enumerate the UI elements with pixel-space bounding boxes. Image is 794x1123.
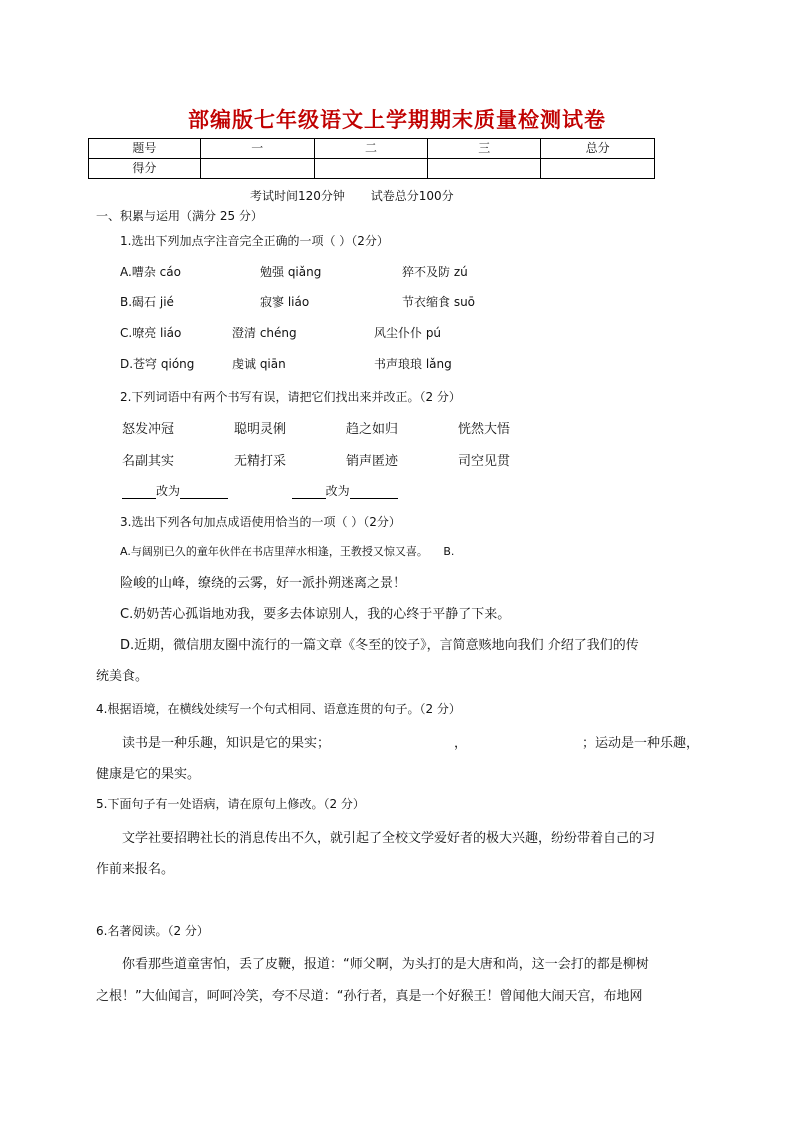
score-table [88,138,655,179]
section-heading: 一、积累与运用（满分 25 分） [96,209,263,223]
answer-blank[interactable] [122,498,156,499]
exam-total: 试卷总分100分 [370,189,454,203]
q3-option-b: 险峻的山峰，缭绕的云雾，好一派扑朔迷离之景！ [120,576,407,591]
score-cell[interactable] [428,159,541,179]
q3-option-a: A.与阔别已久的童年伙伴在书店里萍水相逢，王教授又惊又喜。 B. [120,545,455,558]
answer-blank[interactable] [180,498,228,499]
q3-option-c: C.奶奶苦心孤诣地劝我，要多去体谅别人，我的心终于平静了下来。 [120,607,511,622]
q2-correction-line: 改为 改为 [122,482,398,499]
question-4-stem: 4.根据语境，在横线处续写一个句式相同、语意连贯的句子。（2 分） [96,702,461,716]
page-title: 部编版七年级语文上学期期末质量检测试卷 [188,107,606,132]
answer-blank[interactable] [292,498,326,499]
exam-page: 部编版七年级语文上学期期末质量检测试卷 题号 一 二 三 总分 得分 考试时间120分钟 试卷总分100分 一、积累与运用（满分 25 分） 1.选出下列加点字注音完全正确的一项（ ）（2分） A.嘈杂 cáo 勉强 qiǎng 猝不及防 zú B.碣石 jié 寂寥 liáo 节衣缩食 suō C.嘹亮 liáo 澄清 chéng 风尘仆仆 pú D.苍穹 qióng 虔诚 qiān 书声琅琅 lǎng 2.下列词语中有两个书写有误，请把它们找出来并改正。（2 分） 怒发冲冠 聪明灵俐 趋之如归 恍然大悟 名副其实 无精打采 销声匿迹 司空见贯 改为 改为 3.选出下列各句加点成语使用恰当的一项（ ）（2分） A.与阔别已久的童年伙伴在书店里萍水相逢，王教授又惊又喜。 B. 险峻的山峰，缭绕的云雾，好一派扑朔迷离之景！ C.奶奶苦心孤诣地劝我，要多去体谅别人，我的心终于平静了下来。 D.近期，微信朋友圈中流行的一篇文章《冬至的饺子》，言简意赅地向我们 介绍了我们的传 统美食。 4.根据语境，在横线处续写一个句式相同、语意连贯的句子。（2 分） 读书是一种乐趣，知识是它的果实； ， ；运动是一种乐趣， 健康是它的果实。 5.下面句子有一处语病，请在原句上修改。（2 分） 文学社要招聘社长的消息传出不久，就引起了全校文学爱好者的极大兴趣，纷纷带着自己的习 作前来报名。 6.名著阅读。（2 分） 你看那些道童害怕，丢了皮鞭，报道：“师父啊，为头打的是大唐和尚，这一会打的都是柳树 之根！”大仙闻言，呵呵冷笑，夸不尽道：“孙行者，真是一个好猴王！曾闻他大闹天宫，布地网 [0,0,794,1123]
header-cell: 三 [428,139,541,159]
question-1-stem: 1.选出下列加点字注音完全正确的一项（ ）（2分） [120,234,389,248]
header-cell: 题号 [89,139,201,159]
q6-passage-line2: 之根！”大仙闻言，呵呵冷笑，夸不尽道：“孙行者，真是一个好猴王！曾闻他大闹天宫，布地网 [96,989,643,1004]
header-cell: 一 [200,139,314,159]
score-table-header-row [89,139,655,159]
question-6-stem: 6.名著阅读。（2 分） [96,924,209,938]
score-table-score-row [89,159,655,179]
row-label: 得分 [89,159,201,179]
question-3-stem: 3.选出下列各句加点成语使用恰当的一项（ ）（2分） [120,515,401,529]
q6-passage-line1: 你看那些道童害怕，丢了皮鞭，报道：“师父啊，为头打的是大唐和尚，这一会打的都是柳树 [122,957,649,972]
score-cell[interactable] [314,159,428,179]
header-cell: 总分 [541,139,655,159]
header-cell: 二 [314,139,428,159]
q5-sentence-line2: 作前来报名。 [96,862,175,877]
q5-sentence-line1: 文学社要招聘社长的消息传出不久，就引起了全校文学爱好者的极大兴趣，纷纷带着自己的习 [122,831,656,846]
q3-option-d-line2: 统美食。 [96,669,149,684]
exam-info [250,187,476,204]
score-cell[interactable] [541,159,655,179]
score-cell[interactable] [200,159,314,179]
answer-blank[interactable] [350,498,398,499]
q4-text-line2: 健康是它的果实。 [96,767,201,782]
question-5-stem: 5.下面句子有一处语病，请在原句上修改。（2 分） [96,797,365,811]
q3-option-d-line1: D.近期，微信朋友圈中流行的一篇文章《冬至的饺子》，言简意赅地向我们 介绍了我们的传 [120,638,639,653]
question-2-stem: 2.下列词语中有两个书写有误，请把它们找出来并改正。（2 分） [120,390,461,404]
exam-time: 考试时间120分钟 [250,189,345,203]
